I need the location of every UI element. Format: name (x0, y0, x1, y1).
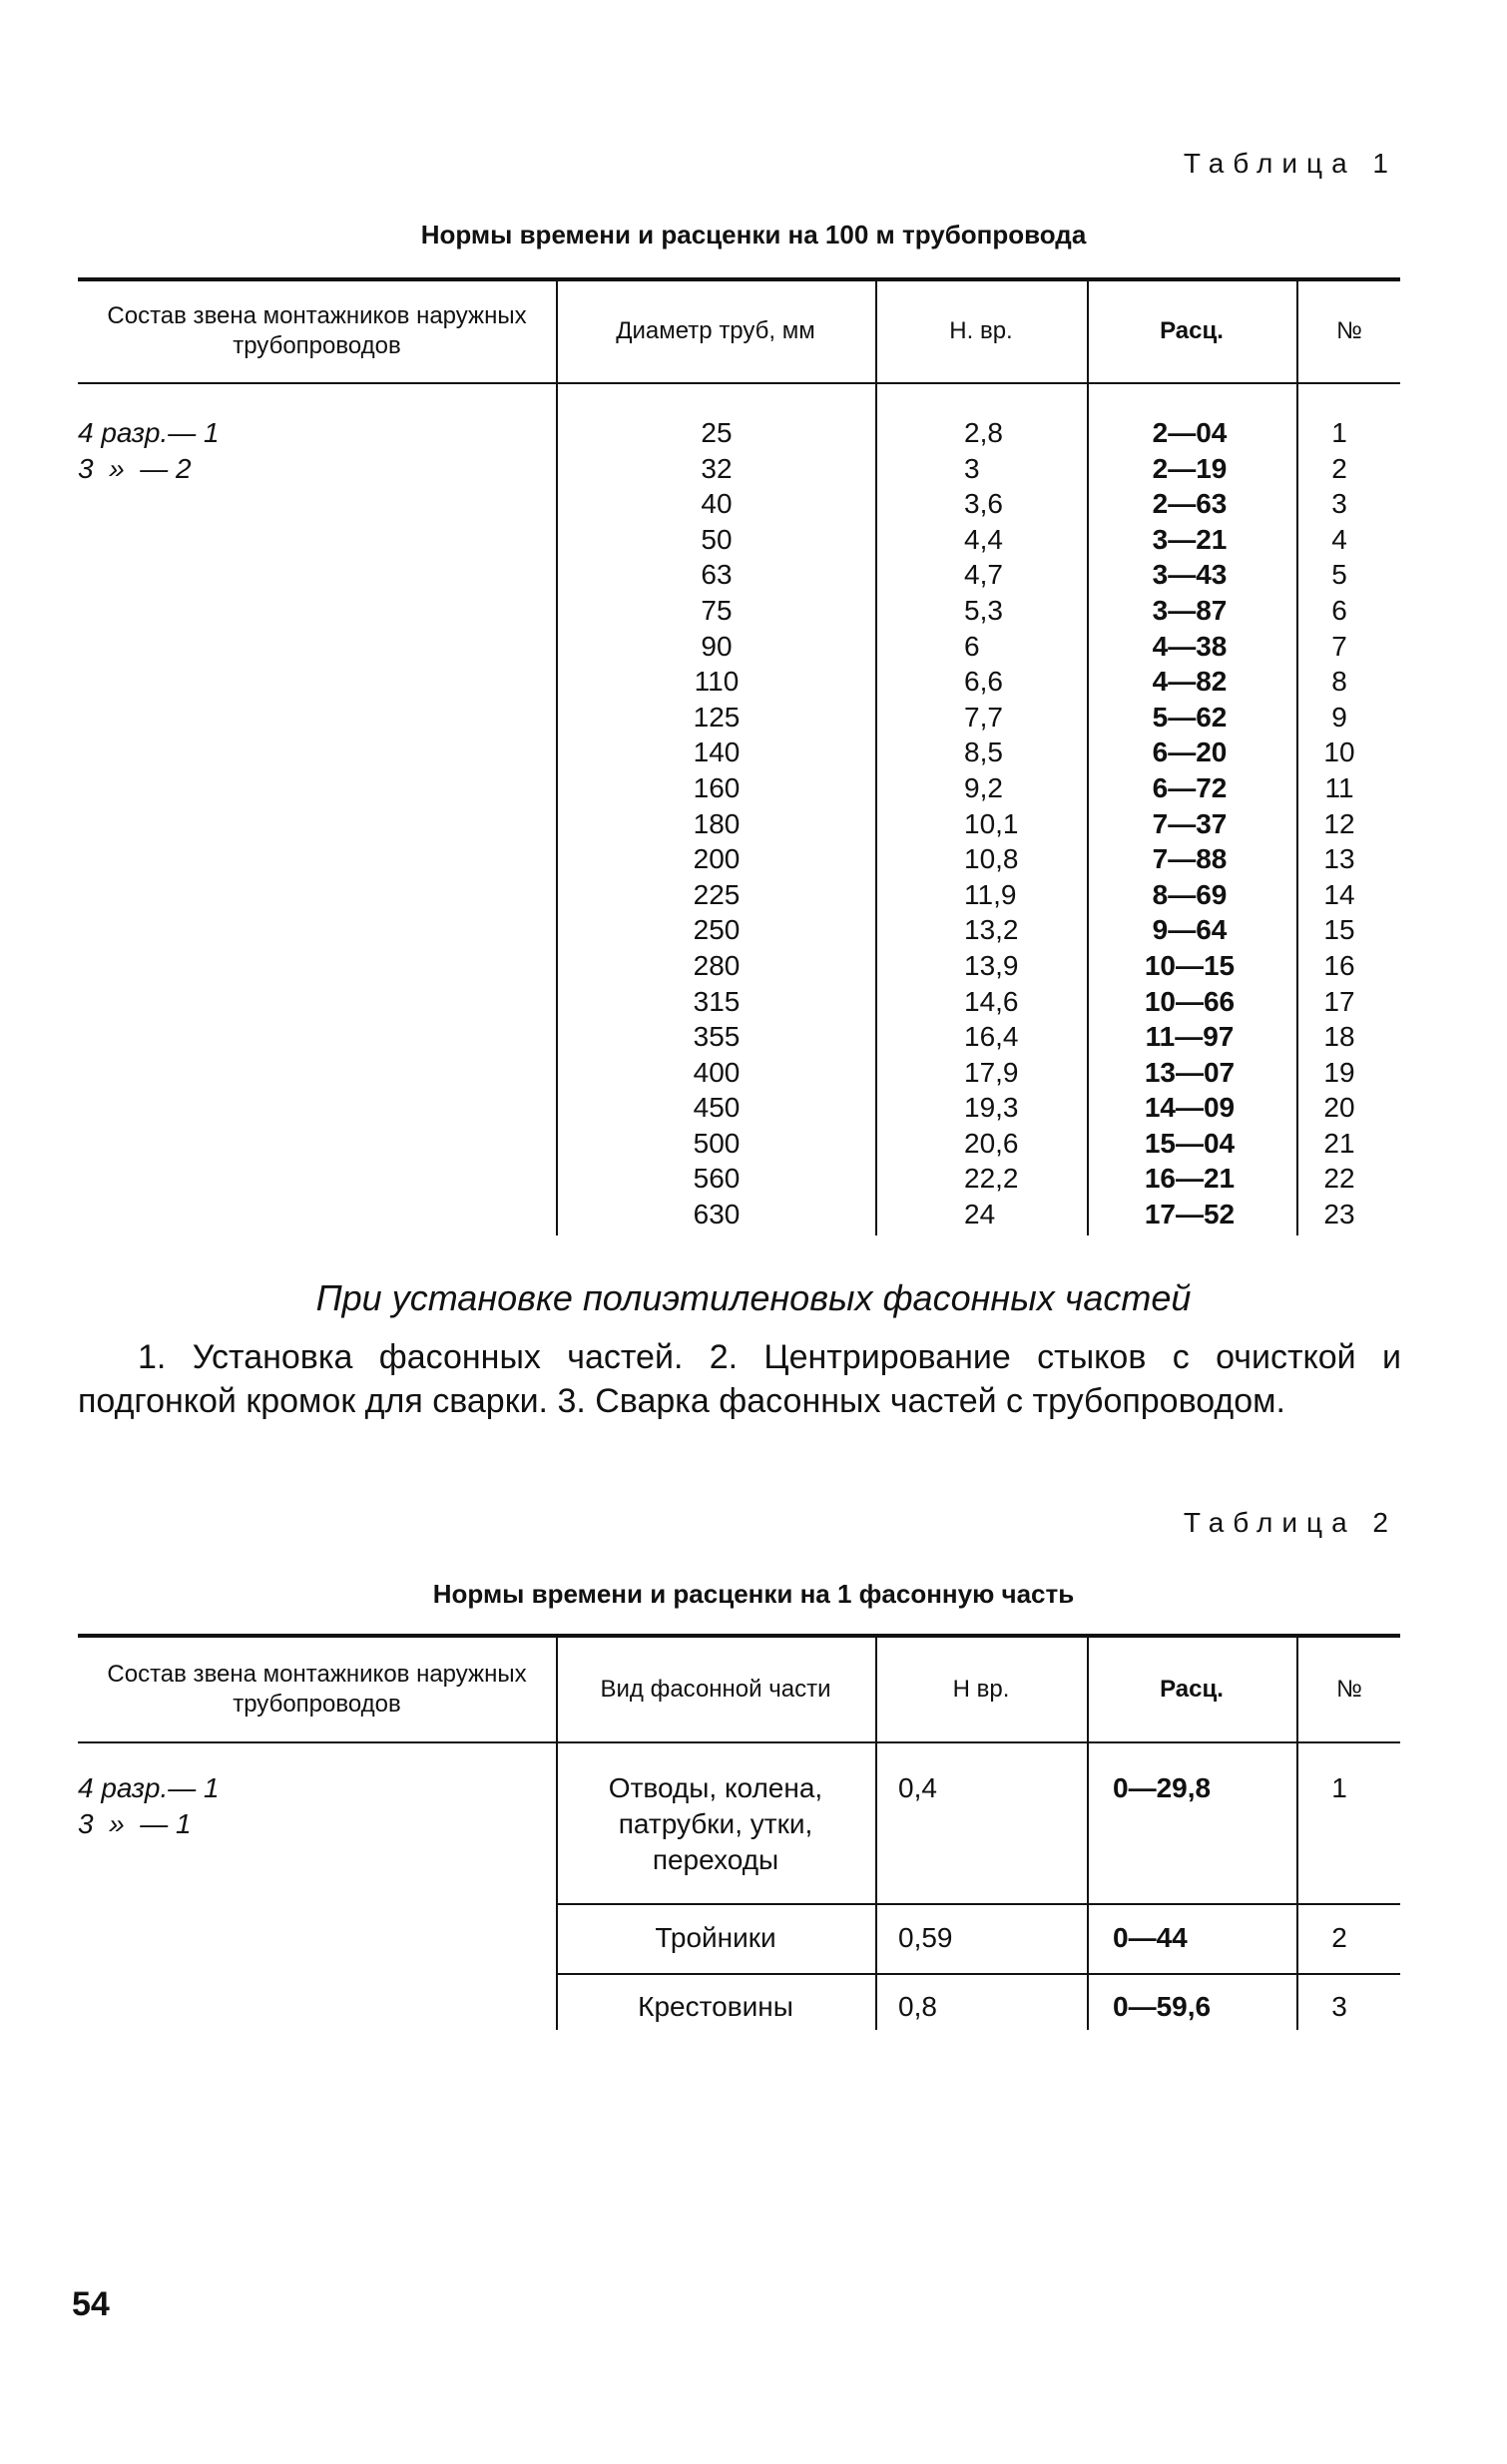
table1-time-cell: 6 (964, 630, 980, 662)
table1-diameter-cell: 63 (701, 559, 733, 591)
table1-time-cell: 11,9 (964, 878, 1017, 910)
table2-number-cell: 3 (1331, 1991, 1347, 2022)
crew-line: 3 » — 1 (78, 1808, 192, 1839)
table1-rate-cell: 2—19 (1152, 452, 1228, 484)
table1-number-cell: 6 (1331, 594, 1347, 626)
table2-part-cell: Отводы, колена, патрубки, утки, переходы (608, 1772, 823, 1875)
crew-line: 4 разр.— 1 (78, 417, 220, 448)
table1-time-cell: 5,3 (964, 594, 1003, 626)
table1-time-cell: 24 (964, 1199, 996, 1231)
table1-rate-cell: 7—88 (1152, 843, 1228, 875)
table2-rate-cell: 0—44 (1113, 1922, 1188, 1953)
table1-divider-4 (1296, 277, 1298, 1235)
table2-part-cell: Крестовины (638, 1991, 793, 2022)
table1-diameter-cell: 50 (701, 523, 733, 555)
table1-time-column (964, 415, 1044, 1232)
table1-time-cell: 4,7 (964, 559, 1003, 591)
table1-rate-cell: 15—04 (1144, 1127, 1236, 1159)
section-text: 1. Установка фасонных частей. 2. Центрирование стыков с очисткой и подгонкой кромок для сварки. 3. Сварка фасонных частей с трубопроводом. (78, 1338, 1401, 1420)
table2-rate-cell: 0—59,6 (1113, 1991, 1212, 2022)
table2-number-cell: 1 (1331, 1772, 1347, 1803)
table1-time-cell: 9,2 (964, 771, 1003, 803)
table1-rate-cell: 10—15 (1144, 949, 1236, 981)
table2-title: Нормы времени и расценки на 1 фасонную часть (432, 1579, 1075, 1609)
table1-rate-column (1135, 415, 1245, 1232)
table2-time-cell: 0,4 (898, 1772, 937, 1803)
table1-time-cell: 4,4 (964, 523, 1003, 555)
table1-diameter-cell: 250 (693, 914, 741, 946)
table1-number-cell: 22 (1323, 1163, 1355, 1195)
table1-time-cell: 10,8 (964, 843, 1019, 875)
table1-number-cell: 7 (1331, 630, 1347, 662)
table1-time-cell: 13,9 (964, 949, 1019, 981)
table2-rate-cell: 0—29,8 (1113, 1772, 1212, 1803)
table1-number-cell: 3 (1331, 488, 1347, 520)
table1-rate-cell: 4—38 (1152, 630, 1228, 662)
table2-header-crew: Состав звена монтажников наружных трубопроводов (107, 1660, 527, 1718)
table1-divider-2 (875, 277, 877, 1235)
table2-row-rule-2 (556, 1973, 1400, 1975)
table2-number-cell: 2 (1331, 1922, 1347, 1953)
table1-time-cell: 14,6 (964, 985, 1019, 1017)
table2-time-cell: 0,59 (898, 1922, 953, 1953)
table1-rate-cell: 14—09 (1144, 1092, 1236, 1124)
table1-number-cell: 18 (1323, 1021, 1355, 1053)
table2-header-number: № (1336, 1675, 1362, 1703)
table1-header-time: Н. вр. (949, 317, 1013, 344)
table1-rate-cell: 6—20 (1152, 737, 1228, 768)
table1-rate-cell: 9—64 (1152, 914, 1228, 946)
table1-diameter-cell: 110 (694, 666, 740, 698)
table1-diameter-cell: 25 (701, 417, 733, 448)
table1-diameter-column (687, 415, 747, 1232)
table1-diameter-cell: 225 (693, 878, 741, 910)
table1-diameter-cell: 140 (693, 737, 741, 768)
table1-time-cell: 13,2 (964, 914, 1019, 946)
table1-time-cell: 6,6 (964, 666, 1003, 698)
table1-rate-cell: 3—43 (1152, 559, 1228, 591)
table1-number-cell: 1 (1331, 417, 1347, 448)
table1-rate-cell: 8—69 (1152, 878, 1228, 910)
table2-crew (78, 1770, 220, 1842)
table1-header-crew: Состав звена монтажников наружных трубопроводов (107, 302, 527, 359)
table1-diameter-cell: 160 (693, 771, 741, 803)
table1-time-cell: 2,8 (964, 417, 1003, 448)
table1-number-cell: 17 (1323, 985, 1355, 1017)
table1-number-cell: 15 (1323, 914, 1355, 946)
table1-header-diameter: Диаметр труб, мм (616, 317, 815, 344)
table1-diameter-cell: 450 (693, 1092, 741, 1124)
table1-rate-cell: 3—87 (1152, 594, 1228, 626)
table1-crew (78, 415, 220, 487)
table1-diameter-cell: 315 (693, 985, 741, 1017)
table1-header-rule (78, 382, 1400, 384)
table1-time-cell: 22,2 (964, 1163, 1019, 1195)
table1-number-column (1314, 415, 1364, 1232)
table1-number-cell: 8 (1331, 666, 1347, 698)
table1-rate-cell: 13—07 (1144, 1056, 1236, 1088)
table1-rate-cell: 2—04 (1152, 417, 1228, 448)
table1-time-cell: 10,1 (964, 807, 1019, 839)
table1-diameter-cell: 180 (693, 807, 741, 839)
table1-diameter-cell: 400 (693, 1056, 741, 1088)
table1-rate-cell: 5—62 (1152, 701, 1228, 733)
table1-rate-cell: 4—82 (1152, 666, 1228, 698)
table1-number-cell: 20 (1323, 1092, 1355, 1124)
table1-label: Таблица 1 (1183, 148, 1397, 179)
table2-part-cell: Тройники (655, 1922, 776, 1953)
table1-time-cell: 20,6 (964, 1127, 1019, 1159)
table1-number-cell: 19 (1323, 1056, 1355, 1088)
table2-time-cell: 0,8 (898, 1991, 937, 2022)
table2-header-part: Вид фасонной части (600, 1675, 831, 1703)
table1-title: Нормы времени и расценки на 100 м трубопровода (420, 220, 1087, 249)
table1-diameter-cell: 32 (701, 452, 733, 484)
table1-divider-1 (556, 277, 558, 1235)
table1-time-cell: 19,3 (964, 1092, 1019, 1124)
table1-rate-cell: 7—37 (1152, 807, 1228, 839)
table2-header-rule (78, 1741, 1400, 1743)
table1-number-cell: 12 (1323, 807, 1355, 839)
table1-rate-cell: 17—52 (1144, 1199, 1236, 1231)
table1-number-cell: 16 (1323, 949, 1355, 981)
table1-number-cell: 10 (1323, 737, 1355, 768)
table1-number-cell: 23 (1323, 1199, 1355, 1231)
table1-diameter-cell: 200 (693, 843, 741, 875)
table1-diameter-cell: 560 (693, 1163, 741, 1195)
table1-number-cell: 11 (1324, 771, 1354, 803)
table1-number-cell: 13 (1323, 843, 1355, 875)
table2-header-rate: Расц. (1160, 1675, 1224, 1703)
table1-diameter-cell: 125 (693, 701, 741, 733)
table1-diameter-cell: 40 (701, 488, 733, 520)
table1-header-number: № (1336, 317, 1362, 344)
table1-number-cell: 2 (1331, 452, 1347, 484)
table1-number-cell: 21 (1323, 1127, 1355, 1159)
table1-time-cell: 3,6 (964, 488, 1003, 520)
table1-rate-cell: 3—21 (1152, 523, 1228, 555)
section-paragraph (78, 1335, 1401, 1423)
table1-time-cell: 16,4 (964, 1021, 1019, 1053)
table1-time-cell: 8,5 (964, 737, 1003, 768)
crew-line: 3 » — 2 (78, 453, 192, 484)
table1-header-rate: Расц. (1160, 317, 1224, 344)
table1-number-cell: 5 (1331, 559, 1347, 591)
table1-rate-cell: 10—66 (1144, 985, 1236, 1017)
table1-number-cell: 14 (1323, 878, 1355, 910)
table2-label: Таблица 2 (1183, 1507, 1397, 1538)
table1-rate-cell: 6—72 (1152, 771, 1228, 803)
table1-diameter-cell: 630 (693, 1199, 741, 1231)
table1-rate-cell: 16—21 (1144, 1163, 1236, 1195)
table1-time-cell: 17,9 (964, 1056, 1019, 1088)
table1-number-cell: 9 (1331, 701, 1347, 733)
table1-diameter-cell: 280 (693, 949, 741, 981)
table2-header-time: Н вр. (952, 1675, 1010, 1703)
table1-time-cell: 3 (964, 452, 980, 484)
table1-diameter-cell: 355 (693, 1021, 741, 1053)
table1-divider-3 (1087, 277, 1089, 1235)
table1-diameter-cell: 90 (701, 630, 733, 662)
table1-diameter-cell: 500 (693, 1127, 741, 1159)
page-number: 54 (72, 2285, 110, 2323)
table2-row-rule-1 (556, 1903, 1400, 1905)
table1-rate-cell: 11—97 (1145, 1021, 1235, 1053)
table1-diameter-cell: 75 (701, 594, 733, 626)
crew-line: 4 разр.— 1 (78, 1772, 220, 1803)
table1-number-cell: 4 (1331, 523, 1347, 555)
table2-divider-1 (556, 1634, 558, 2030)
section-title: При установке полиэтиленовых фасонных частей (315, 1277, 1192, 1318)
table1-rate-cell: 2—63 (1152, 488, 1228, 520)
table1-time-cell: 7,7 (964, 701, 1003, 733)
